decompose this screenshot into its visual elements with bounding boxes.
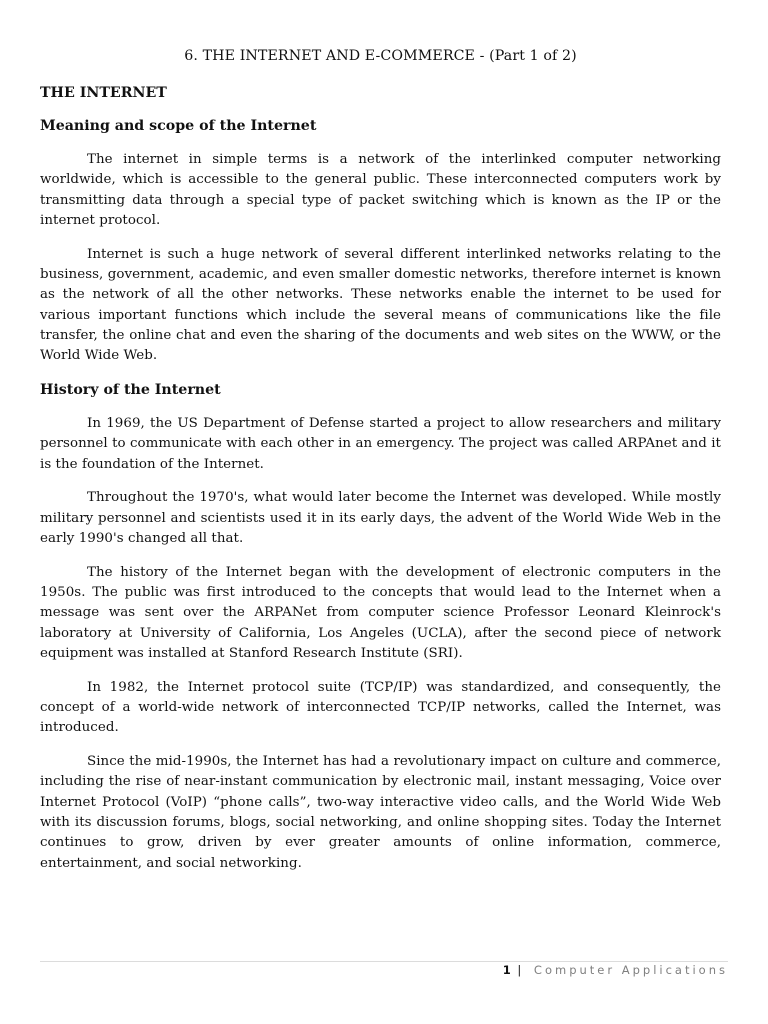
paragraph: Internet is such a huge network of several different interlinked networks relating to the business, government, academic, and even smaller domestic networks, therefore internet is known as the network of all the other networks. These networks enable the internet to be used for various important functions which include the several means of communications like the file transfer, the online chat and even the sharing of the documents and web sites on the WWW, or the World Wide Web.: [40, 246, 721, 364]
footer-separator: |: [517, 963, 522, 977]
document-title: 6. THE INTERNET AND E-COMMERCE - (Part 1 of 2): [184, 48, 577, 64]
paragraph: Throughout the 1970's, what would later become the Internet was developed. While mostly military personnel and scientists used it in its early days, the advent of the World Wide Web in the early 1990's changed all that.: [40, 490, 721, 546]
page-content: [40, 46, 721, 887]
page-number: 1: [502, 963, 511, 977]
paragraph: The internet in simple terms is a network of the interlinked computer networking worldwide, which is accessible to the general public. These interconnected computers work by transmitting data through a special type of packet switching which is known as the IP or the internet protocol.: [40, 152, 721, 228]
subheading-history: History of the Internet: [40, 381, 221, 398]
page-footer: [503, 962, 728, 978]
paragraph: The history of the Internet began with the development of electronic computers in the 1950s. The public was first introduced to the concepts that would lead to the Internet when a message was sent over the ARPANet from computer science Professor Leonard Kleinrock's laboratory at University of California, Los Angeles (UCLA), after the second piece of network equipment was installed at Stanford Research Institute (SRI).: [40, 564, 721, 661]
paragraph: In 1969, the US Department of Defense started a project to allow researchers and military personnel to communicate with each other in an emergency. The project was called ARPAnet and it is the foundation of the Internet.: [40, 415, 721, 472]
paragraph: Since the mid-1990s, the Internet has had a revolutionary impact on culture and commerce, including the rise of near-instant communication by electronic mail, instant messaging, Voice over Internet Protocol (VoIP) “phone calls”, two-way interactive video calls, and the World Wide Web with its discussion forums, blogs, social networking, and online shopping sites. Today the Internet continues to grow, driven by ever greater amounts of online information, commerce, entertainment, and social networking.: [40, 754, 721, 871]
section-heading: THE INTERNET: [40, 85, 167, 101]
subheading-meaning-scope: Meaning and scope of the Internet: [40, 118, 317, 134]
paragraph: In 1982, the Internet protocol suite (TCP/IP) was standardized, and consequently, the concept of a world-wide network of interconnected TCP/IP networks, called the Internet, was introduced.: [40, 679, 721, 736]
footer-label: Computer Applications: [533, 963, 728, 977]
